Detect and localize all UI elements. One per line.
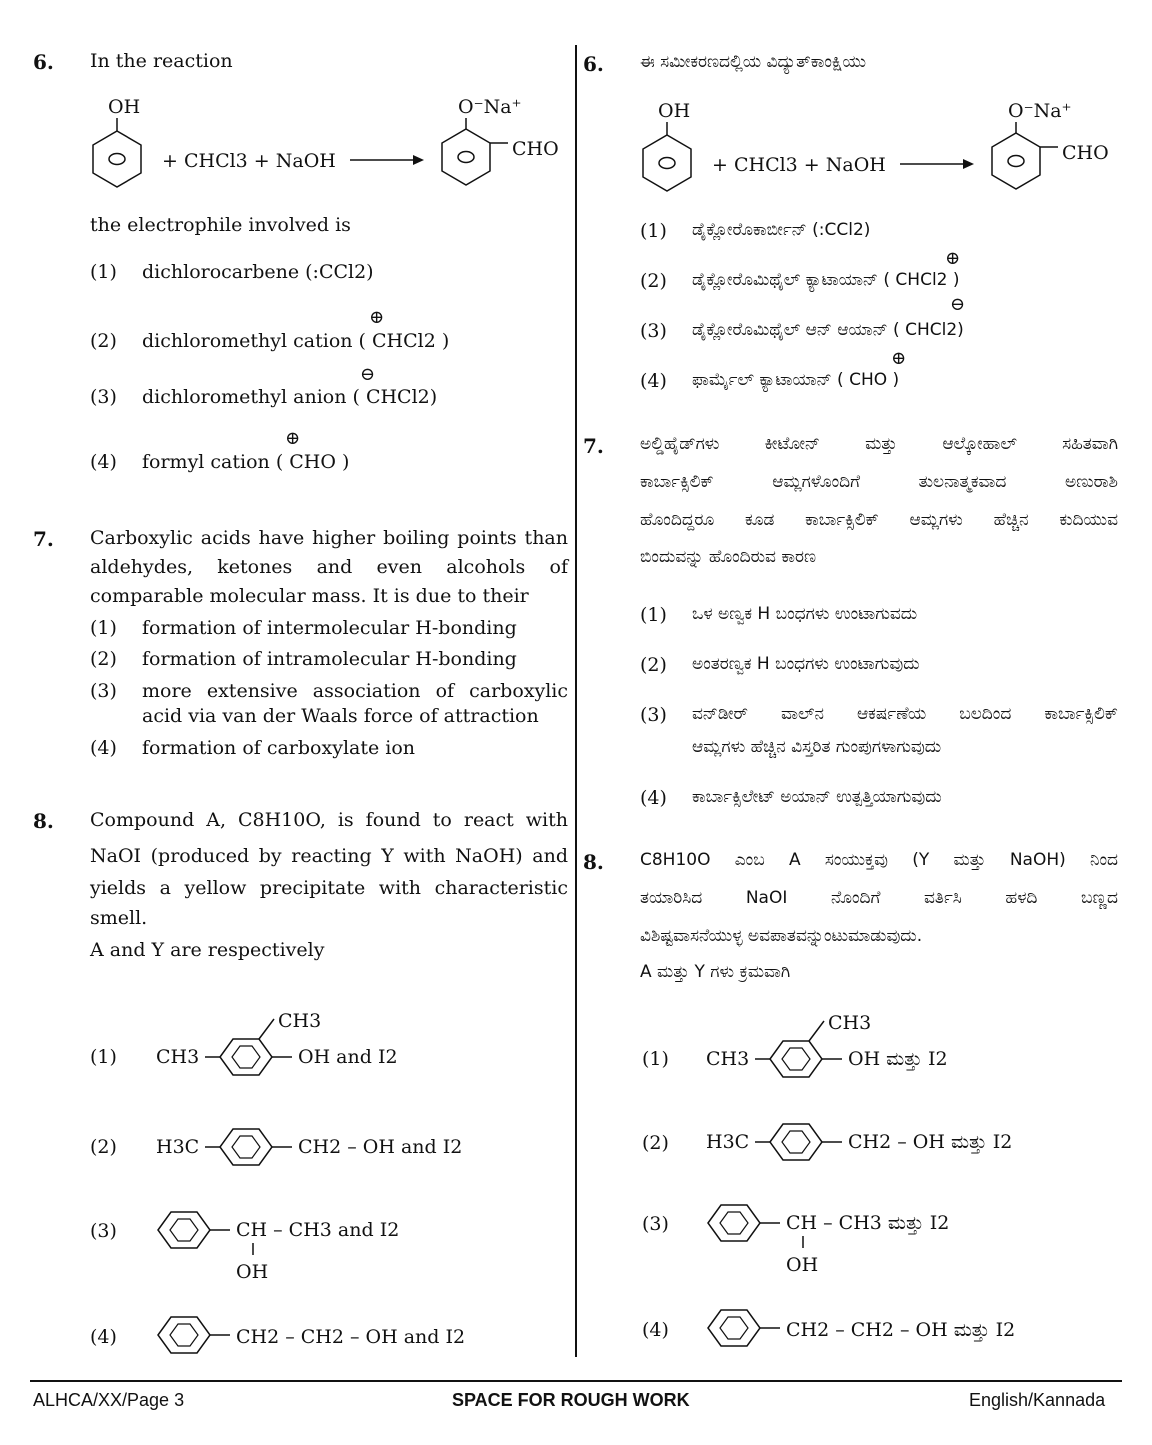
option-number: (1) [90,617,117,639]
question-stem-line: yields a yellow precipitate with characteristic [90,877,568,899]
option-text: ಡೈಕ್ಲೋರೊಕಾರ್ಬೀನ್ (:CCl2) [692,220,871,240]
charge-symbol: ⊖ [360,364,376,385]
option-text: ಒಳ ಅಣ್ವಕ H ಬಂಧಗಳು ಉಂಟಾಗುವದು [692,604,918,624]
question-number: 8. [33,809,54,833]
option-text: ಅಂತರಣ್ವಕ H ಬಂಧಗಳು ಉಂಟಾಗುವುದು [692,654,920,674]
option-label: OH ಮತ್ತು I2 [848,1048,948,1070]
option-number: (1) [640,604,667,626]
option-number: (4) [90,1326,117,1348]
oh-label: OH [236,1261,269,1283]
question-number: 6. [583,52,604,76]
question-stem-line: ಕಾರ್ಬಾಕ್ಸಿಲಿಕ್ ಆಮ್ಲಗಳೊಂದಿಗೆ ತುಲನಾತ್ಮಕವಾದ ಅಣುರಾಶಿ [640,472,1118,492]
rough-work-label: SPACE FOR ROUGH WORK [452,1390,690,1410]
option-number: (4) [90,451,117,473]
option-number: (4) [90,737,117,759]
option-number: (3) [640,704,667,726]
question-stem-line: smell. [90,907,148,929]
option-number: (1) [90,1046,117,1068]
charge-symbol: ⊕ [945,248,961,269]
reagents-label: + CHCl3 + NaOH [712,154,886,176]
option-text: ಆಮ್ಲಗಳು ಹೆಚ್ಚಿನ ವಿಸ್ತರಿತ ಗುಂಪುಗಳಾಗುವುದು [692,737,942,757]
cresol-structure [150,1005,570,1085]
option-label: CH2 – CH2 – OH ಮತ್ತು I2 [786,1319,1016,1341]
phenylethanol-structure [700,1193,1120,1283]
option-number: (3) [640,320,667,342]
option-number: (2) [640,270,667,292]
benzyl-alcohol-structure [700,1110,1120,1170]
option-label: CH – CH3 and I2 [236,1219,400,1241]
question-stem: ಈ ಸಮೀಕರಣದಲ್ಲಿಯ ವಿದ್ಯುತ್‌ಕಾಂಕ್ಷಿಯು [640,52,867,72]
option-label: CH – CH3 ಮತ್ತು I2 [786,1212,950,1234]
methyl-label: CH3 [706,1048,750,1070]
option-text: formyl cation ( CHO ) [142,451,350,473]
cho-label: CHO [1062,142,1109,164]
option-number: (1) [90,261,117,283]
phenoxide-label: O⁻Na⁺ [1008,100,1072,122]
option-number: (3) [642,1213,669,1235]
option-label: CH2 – OH ಮತ್ತು I2 [848,1131,1013,1153]
question-number: 7. [583,434,604,458]
option-text: formation of carboxylate ion [142,737,416,759]
charge-symbol: ⊕ [891,348,907,369]
option-label: CH2 – CH2 – OH and I2 [236,1326,466,1348]
cho-label: CHO [512,138,559,160]
option-number: (3) [90,680,117,702]
option-text: ವನ್‌ಡೀರ್ ವಾಲ್‌ನ ಆಕರ್ಷಣೆಯ ಬಲದಿಂದ ಕಾರ್ಬಾಕ್ಸಿಲಿಕ್ [692,704,1118,724]
oh-label: OH [658,100,691,122]
option-text: ಕಾರ್ಬಾಕ್ಸಿಲೇಟ್ ಅಯಾನ್ ಉತ್ಪತ್ತಿಯಾಗುವುದು [692,787,942,807]
option-number: (3) [90,386,117,408]
option-text: ಡೈಕ್ಲೋರೊಮಿಥೈಲ್ ಕ್ಯಾಟಾಯಾನ್ ( CHCl2 ) [692,270,960,290]
option-text: ಫಾರ್ಮೈಲ್ ಕ್ಯಾಟಾಯಾನ್ ( CHO ) [692,370,900,390]
methyl-label: CH3 [156,1046,200,1068]
reimer-tiemann-reaction [80,88,570,198]
oh-label: OH [786,1254,819,1276]
phenoxide-label: O⁻Na⁺ [458,96,522,118]
question-number: 6. [33,50,54,74]
option-number: (2) [90,330,117,352]
option-number: (3) [90,1220,117,1242]
option-number: (2) [90,648,117,670]
question-stem-line: Carboxylic acids have higher boiling points than [90,527,568,549]
question-stem-line: Compound A, C8H10O, is found to react with [90,809,568,831]
option-number: (2) [642,1132,669,1154]
question-lead: the electrophile involved is [90,214,351,236]
question-stem-line: ತಯಾರಿಸಿದ NaOI ನೊಂದಿಗೆ ವರ್ತಿಸಿ ಹಳದಿ ಬಣ್ಣದ [640,888,1118,908]
question-number: 7. [33,527,54,551]
option-text: dichloromethyl anion ( CHCl2) [142,386,438,408]
reimer-tiemann-reaction [630,92,1120,202]
question-stem: In the reaction [90,50,233,72]
question-number: 8. [583,850,604,874]
option-text: ಡೈಕ್ಲೋರೊಮಿಥೈಲ್ ಆನ್ ಆಯಾನ್ ( CHCl2) [692,320,964,340]
oh-label: OH [108,96,141,118]
option-text: dichlorocarbene (:CCl2) [142,261,374,283]
option-text: dichloromethyl cation ( CHCl2 ) [142,330,450,352]
option-text: more extensive association of carboxylic [142,680,568,702]
cresol-structure [700,1007,1120,1087]
question-stem-line: ಬಿಂದುವನ್ನು ಹೊಂದಿರುವ ಕಾರಣ [640,547,817,567]
question-stem-line: ಹೊಂದಿದ್ದರೂ ಕೂಡ ಕಾರ್ಬಾಕ್ಸಿಲಿಕ್ ಆಮ್ಲಗಳು ಹೆಚ್ಚಿನ ಕುದಿಯುವ [640,510,1118,530]
charge-symbol: ⊕ [285,428,301,449]
option-number: (4) [642,1319,669,1341]
language-label: English/Kannada [969,1390,1106,1410]
option-number: (4) [640,370,667,392]
option-number: (2) [90,1136,117,1158]
page-code: ALHCA/XX/Page 3 [33,1390,185,1410]
phenylethyl-alcohol-structure [700,1298,1120,1358]
methyl-label: H3C [156,1136,200,1158]
question-stem-line: aldehydes, ketones and even alcohols of [90,556,568,578]
charge-symbol: ⊕ [369,307,385,328]
methyl-label: CH3 [828,1012,872,1034]
option-label: OH and I2 [298,1046,398,1068]
option-text: formation of intermolecular H-bonding [142,617,517,639]
question-stem-line: A and Y are respectively [90,939,325,961]
question-stem-line: ವಿಶಿಷ್ಟವಾಸನೆಯುಳ್ಳ ಅವಪಾತವನ್ನುಂಟುಮಾಡುವುದು. [640,926,923,946]
phenylethanol-structure [150,1200,570,1290]
phenylethyl-alcohol-structure [150,1305,570,1365]
option-number: (4) [640,787,667,809]
question-stem-line: NaOI (produced by reacting Y with NaOH) and [90,845,568,867]
option-number: (1) [642,1048,669,1070]
methyl-label: CH3 [278,1010,322,1032]
option-label: CH2 – OH and I2 [298,1136,463,1158]
option-text: formation of intramolecular H-bonding [142,648,517,670]
benzyl-alcohol-structure [150,1115,570,1175]
question-stem-line: comparable molecular mass. It is due to their [90,585,529,607]
option-number: (2) [640,654,667,676]
question-stem-line: ಅಲ್ಡಿಹೈಡ್‌ಗಳು ಕೀಟೋನ್ ಮತ್ತು ಆಲ್ಕೋಹಾಲ್ ಸಹಿತವಾಗಿ [640,434,1118,454]
question-stem-line: A ಮತ್ತು Y ಗಳು ಕ್ರಮವಾಗಿ [640,962,791,982]
methyl-label: H3C [706,1131,750,1153]
column-divider [575,45,577,1357]
option-text: acid via van der Waals force of attraction [142,705,539,727]
option-number: (1) [640,220,667,242]
reagents-label: + CHCl3 + NaOH [162,150,336,172]
charge-symbol: ⊖ [950,294,966,315]
question-stem-line: C8H10O ಎಂಬ A ಸಂಯುಕ್ತವು (Y ಮತ್ತು NaOH) ನಿಂದ [640,850,1118,870]
footer-rule [30,1380,1122,1382]
